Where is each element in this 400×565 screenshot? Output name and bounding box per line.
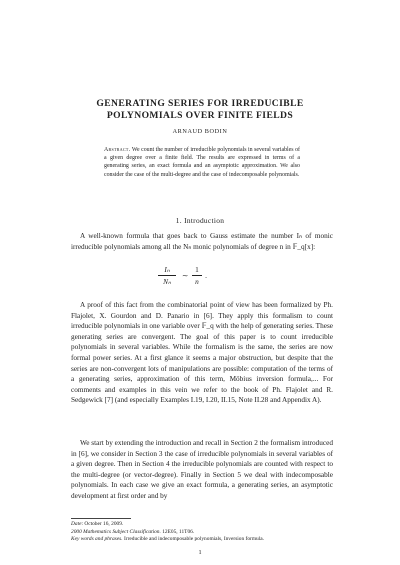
intro-paragraph-2 [71, 300, 333, 406]
relation-symbol: ∼ [181, 271, 189, 280]
fraction-lhs [158, 265, 176, 286]
gauss-formula [140, 265, 260, 291]
page-number: 1 [198, 549, 202, 556]
fraction-numerator: 1 [195, 265, 199, 274]
paragraph-text: A proof of this fact from the combinatorial point of view has been formalized by Ph. Flajolet, X. Gourdon and D. Panario in [6]. They apply this formalism to count irreducible polynomials in one variable over 𝔽_q with the help of generating series. These generating series are convergent. The goal of this paper is to count irreducible polynomials in several variables. While the formalism is the same, the series are now formal power series. At a first glance it seems a major obstruction, but despite that the series are non-convergent lots of manipulations are possible: computation of the terms of a generating series, approximation of this term, Möbius inversion formula,... For comments and examples in this vein we refer to the book of Ph. Flajolet and R. Sedgewick [7] (and especially Examples I.19, I.20, II.15, Note II.28 and Appendix A). [71, 301, 333, 405]
fraction-bar [158, 275, 176, 276]
footnote-value: Irreducible and indecomposable polynomials, Inversion formula. [122, 536, 264, 543]
fraction-denominator: Nₙ [163, 277, 171, 286]
author-name: ARNAUD BODIN [172, 128, 228, 135]
paper-title [60, 98, 340, 122]
title-line-2: POLYNOMIALS OVER FINITE FIELDS [106, 110, 294, 121]
fraction-bar [192, 275, 202, 276]
abstract [104, 146, 300, 179]
fraction-rhs [192, 265, 202, 286]
paragraph-text: We start by extending the introduction and recall in Section 2 the formalism introduced in [6], we consider in Section 3 the case of irreducible polynomials in several variables of a given degree. Then in Section 4 the irreducible polynomials are counted with respect to the multi-degree (or vector-degree). Finally in Section 5 we deal with indecomposable polynomials. In each case we give an exact formula, a generating series, an asymptotic development at first order and by [71, 439, 333, 500]
footnote-date [71, 521, 333, 529]
fraction-numerator: Iₙ [164, 265, 170, 274]
footnote-label: Key words and phrases. [71, 536, 123, 543]
intro-paragraph-1 [71, 231, 333, 252]
title-line-1: GENERATING SERIES FOR IRREDUCIBLE [96, 98, 304, 109]
footnote-label: Date [71, 521, 82, 527]
footnote-rule [71, 518, 131, 519]
footnotes [71, 521, 333, 544]
footnote-value: 12E05, 11T06. [160, 528, 195, 535]
fraction-denominator: n [195, 277, 199, 286]
abstract-text: We count the number of irreducible polynomials in several variables of a given degree over a finite field. The results are expressed in terms of a generating series, an exact formula and an asymptotic approximation. We also consider the case of the multi-degree and the case of indecomposable polynomials. [104, 147, 300, 178]
footnote-value: : October 16, 2009. [81, 521, 124, 527]
abstract-label: Abstract. [104, 147, 131, 153]
formula-period: . [205, 271, 207, 280]
footnote-label: 2000 Mathematics Subject Classification. [71, 528, 161, 535]
footnote-keywords [71, 536, 333, 544]
intro-paragraph-3 [71, 438, 333, 502]
paragraph-text: A well-known formula that goes back to Gauss estimate the number Iₙ of monic irreducible polynomials among all the Nₙ monic polynomials of degree n in 𝔽_q[x]: [71, 232, 333, 251]
section-heading: 1. Introduction [175, 216, 225, 225]
